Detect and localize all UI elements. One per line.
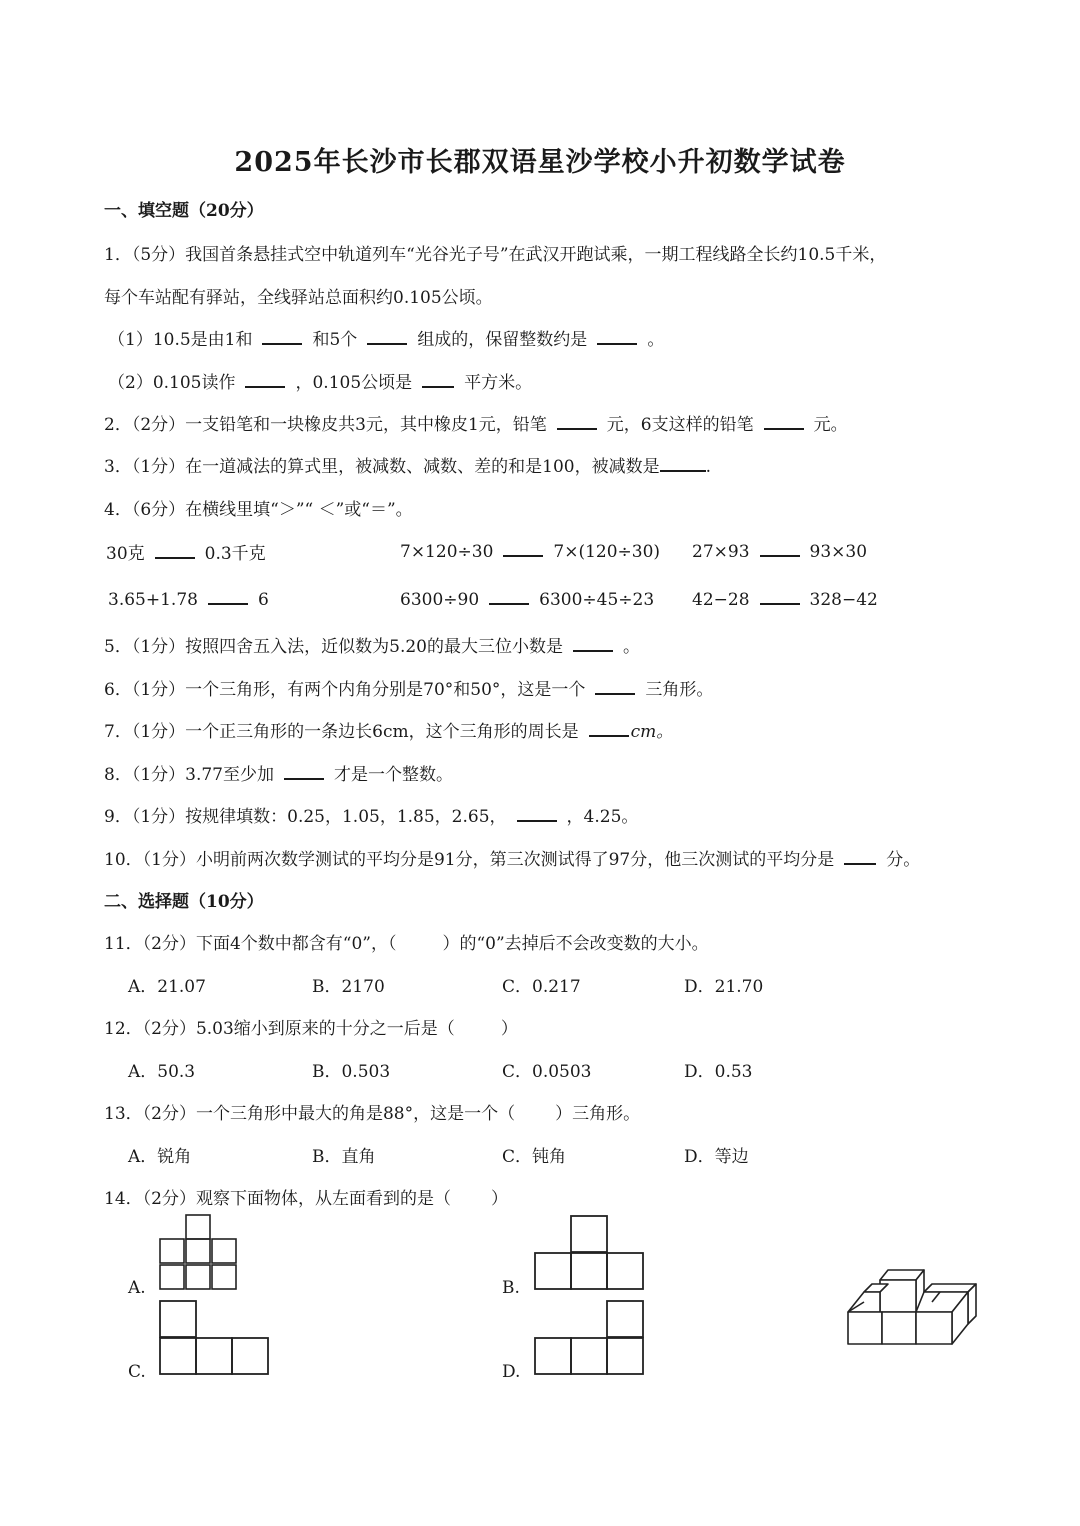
- answer-blank[interactable]: [422, 370, 454, 388]
- q2: 2．（2分）一支铅笔和一块橡皮共3元，其中橡皮1元，铅笔 元，6支这样的铅笔 元。: [104, 410, 848, 435]
- q14-option-d[interactable]: D.: [502, 1362, 521, 1382]
- q13: 13．（2分）一个三角形中最大的角是88°，这是一个（ ）三角形。: [104, 1104, 641, 1124]
- q13-option-c[interactable]: C．钝角: [502, 1147, 567, 1167]
- answer-blank[interactable]: [262, 327, 302, 345]
- answer-blank[interactable]: [367, 327, 407, 345]
- answer-blank[interactable]: [764, 412, 804, 430]
- q14-option-a[interactable]: A.: [128, 1278, 146, 1298]
- q14-figure-c[interactable]: [158, 1299, 272, 1377]
- q1-line1: 1．（5分）我国首条悬挂式空中轨道列车“光谷光子号”在武汉开跑试乘，一期工程线路全长约10.5千米，: [104, 245, 887, 265]
- answer-blank[interactable]: [597, 327, 637, 345]
- q4-item-4: 3.65+1.78 6: [108, 587, 269, 610]
- answer-blank[interactable]: [208, 587, 248, 605]
- q12-option-d[interactable]: D．0.53: [684, 1062, 753, 1082]
- q1-part2: （2）0.105读作 ，0.105公顷是 平方米。: [108, 368, 532, 393]
- answer-blank[interactable]: [557, 412, 597, 430]
- q4-item-5: 6300÷90 6300÷45÷23: [400, 587, 654, 610]
- q4-item-3: 27×93 93×30: [692, 539, 867, 562]
- answer-blank[interactable]: [595, 677, 635, 695]
- answer-blank[interactable]: [503, 539, 543, 557]
- q13-option-d[interactable]: D．等边: [684, 1147, 749, 1167]
- q14-option-b[interactable]: B.: [502, 1278, 520, 1298]
- q4-item-1: 30克 0.3千克: [106, 539, 266, 564]
- q11: 11．（2分）下面4个数中都含有“0”，（ ）的“0”去掉后不会改变数的大小。: [104, 934, 709, 954]
- answer-blank[interactable]: [489, 587, 529, 605]
- q7: 7．（1分）一个正三角形的一条边长6cm，这个三角形的周长是 cm。: [104, 717, 673, 742]
- page-title: 2025年长沙市长郡双语星沙学校小升初数学试卷: [234, 147, 846, 178]
- answer-blank[interactable]: [660, 454, 706, 472]
- q12-option-c[interactable]: C．0.0503: [502, 1062, 592, 1082]
- q14-figure-d[interactable]: [533, 1299, 647, 1377]
- q12-option-b[interactable]: B．0.503: [312, 1062, 391, 1082]
- q12: 12．（2分）5.03缩小到原来的十分之一后是（ ）: [104, 1019, 518, 1039]
- q6: 6．（1分）一个三角形，有两个内角分别是70°和50°，这是一个 三角形。: [104, 675, 713, 700]
- q14-option-c[interactable]: C.: [128, 1362, 146, 1382]
- answer-blank[interactable]: [589, 719, 629, 737]
- answer-blank[interactable]: [517, 804, 557, 822]
- q11-option-c[interactable]: C．0.217: [502, 977, 581, 997]
- q12-option-a[interactable]: A．50.3: [128, 1062, 196, 1082]
- q4-item-2: 7×120÷30 7×(120÷30): [400, 539, 660, 562]
- answer-blank[interactable]: [844, 847, 876, 865]
- answer-blank[interactable]: [284, 762, 324, 780]
- q1-part1: （1）10.5是由1和 和5个 组成的，保留整数约是 。: [108, 325, 664, 350]
- q10: 10．（1分）小明前两次数学测试的平均分是91分，第三次测试得了97分，他三次测试的平均分是 分。: [104, 845, 920, 870]
- answer-blank[interactable]: [760, 539, 800, 557]
- q11-option-b[interactable]: B．2170: [312, 977, 385, 997]
- q14-figure-a[interactable]: [158, 1214, 238, 1292]
- answer-blank[interactable]: [155, 541, 195, 559]
- q5: 5．（1分）按照四舍五入法，近似数为5.20的最大三位小数是 。: [104, 632, 640, 657]
- q3: 3．（1分）在一道减法的算式里，被减数、减数、差的和是100，被减数是 .: [104, 452, 711, 477]
- q4: 4．（6分）在横线里填“＞”“ ＜”或“＝”。: [104, 500, 413, 520]
- q14-figure-b[interactable]: [533, 1214, 647, 1292]
- q14: 14．（2分）观察下面物体，从左面看到的是（ ）: [104, 1189, 508, 1209]
- q11-option-d[interactable]: D．21.70: [684, 977, 764, 997]
- q9: 9．（1分）按规律填数：0.25，1.05，1.85，2.65， ，4.25。: [104, 802, 638, 827]
- q8: 8．（1分）3.77至少加 才是一个整数。: [104, 760, 453, 785]
- section-fill-in: 一、填空题（20分）: [104, 201, 264, 221]
- q1-line2: 每个车站配有驿站，全线驿站总面积约0.105公顷。: [104, 288, 493, 308]
- q13-option-b[interactable]: B．直角: [312, 1147, 376, 1167]
- answer-blank[interactable]: [245, 370, 285, 388]
- q4-item-6: 42−28 328−42: [692, 587, 878, 610]
- q14-object-figure: [842, 1262, 982, 1356]
- section-choice: 二、选择题（10分）: [104, 892, 264, 912]
- q13-option-a[interactable]: A．锐角: [128, 1147, 192, 1167]
- answer-blank[interactable]: [760, 587, 800, 605]
- q11-option-a[interactable]: A．21.07: [128, 977, 206, 997]
- answer-blank[interactable]: [573, 634, 613, 652]
